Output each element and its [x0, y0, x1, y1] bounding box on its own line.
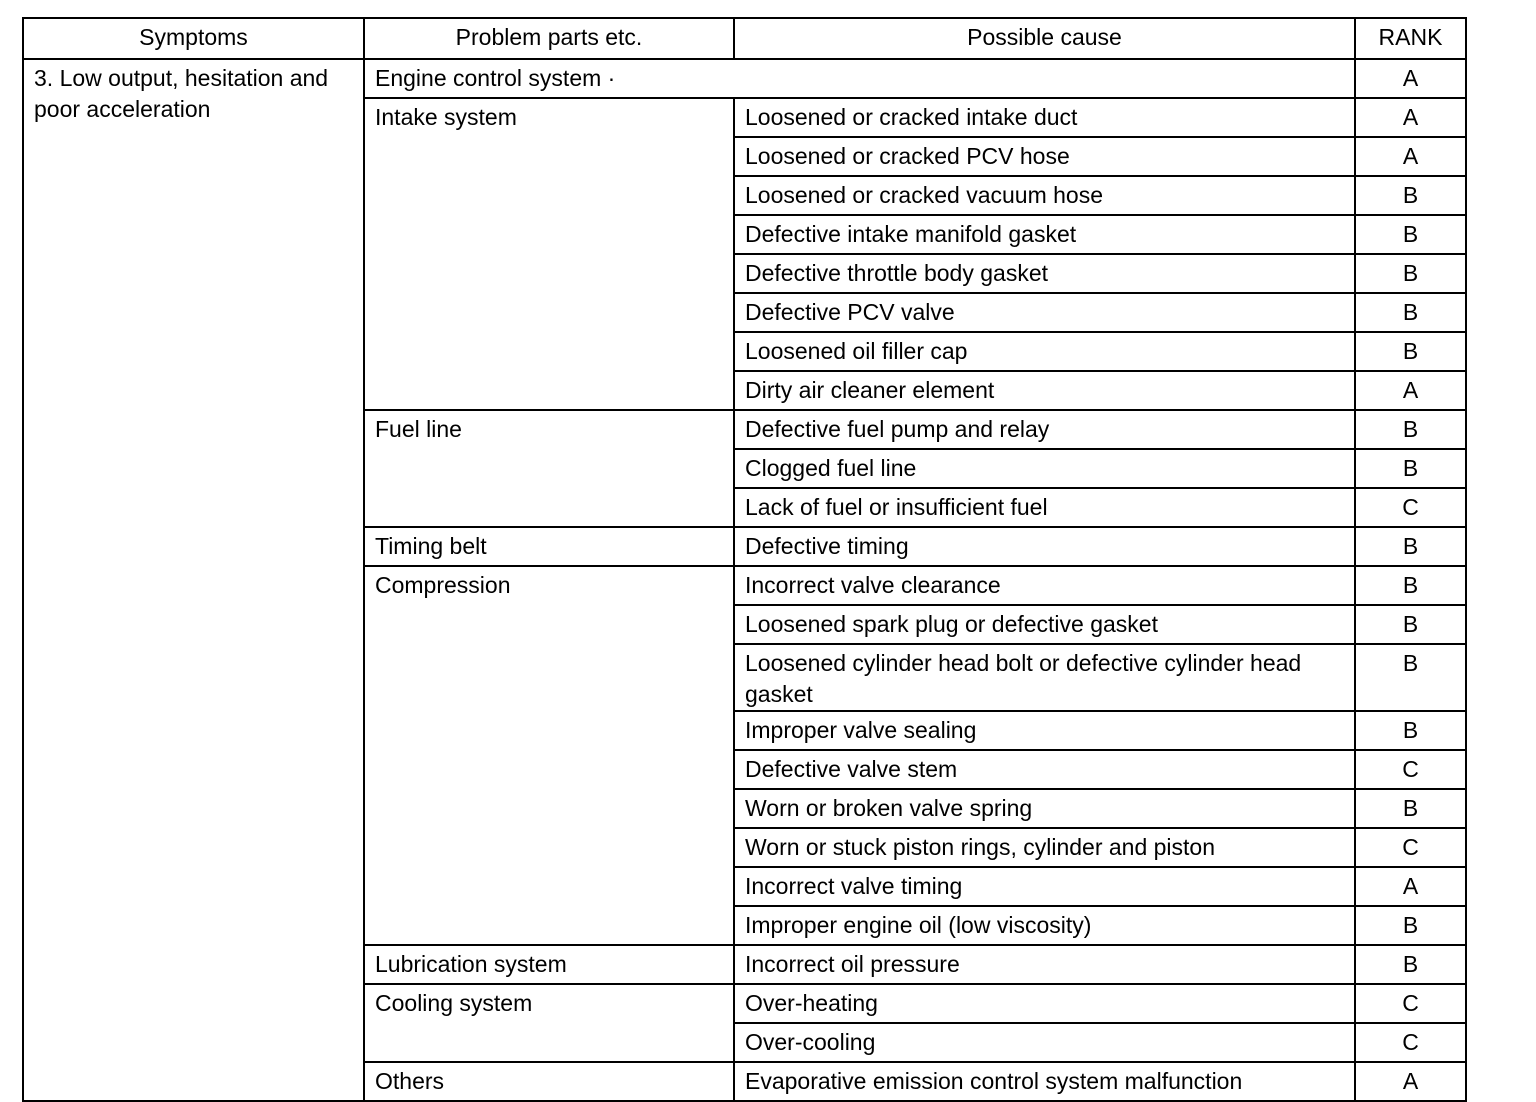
rank-cell: C — [1355, 1023, 1466, 1062]
rank-cell: A — [1355, 59, 1466, 98]
cause-cell: Loosened or cracked vacuum hose — [734, 176, 1355, 215]
rank-cell: C — [1355, 984, 1466, 1023]
cause-cell: Lack of fuel or insufficient fuel — [734, 488, 1355, 527]
problem-part: Lubrication system — [364, 945, 734, 984]
rank-cell: B — [1355, 906, 1466, 945]
rank-cell: B — [1355, 789, 1466, 828]
rank-cell: B — [1355, 449, 1466, 488]
table-row — [23, 59, 1466, 98]
rank-cell: C — [1355, 488, 1466, 527]
cause-cell: Loosened or cracked PCV hose — [734, 137, 1355, 176]
cause-cell: Evaporative emission control system malfunction — [734, 1062, 1355, 1101]
cause-cell: Worn or stuck piston rings, cylinder and piston — [734, 828, 1355, 867]
cause-cell: Clogged fuel line — [734, 449, 1355, 488]
table-body — [23, 59, 1466, 1101]
rank-cell: B — [1355, 945, 1466, 984]
cause-cell: Worn or broken valve spring — [734, 789, 1355, 828]
cause-cell: Defective intake manifold gasket — [734, 215, 1355, 254]
cause-cell: Defective timing — [734, 527, 1355, 566]
header-symptoms: Symptoms — [23, 18, 364, 59]
rank-cell: B — [1355, 644, 1466, 711]
cause-cell: Improper engine oil (low viscosity) — [734, 906, 1355, 945]
cause-cell: Loosened oil filler cap — [734, 332, 1355, 371]
rank-cell: B — [1355, 254, 1466, 293]
cause-cell: Loosened or cracked intake duct — [734, 98, 1355, 137]
rank-cell: A — [1355, 1062, 1466, 1101]
rank-cell: B — [1355, 566, 1466, 605]
rank-cell: A — [1355, 867, 1466, 906]
diagnosis-table — [22, 17, 1467, 1102]
rank-cell: C — [1355, 828, 1466, 867]
cause-cell: Incorrect valve timing — [734, 867, 1355, 906]
cause-cell: Incorrect oil pressure — [734, 945, 1355, 984]
problem-part: Cooling system — [364, 984, 734, 1062]
cause-cell: Improper valve sealing — [734, 711, 1355, 750]
header-row — [23, 18, 1466, 59]
problem-part: Others — [364, 1062, 734, 1101]
rank-cell: A — [1355, 137, 1466, 176]
problem-part: Intake system — [364, 98, 734, 410]
rank-cell: B — [1355, 410, 1466, 449]
problem-part: Engine control system · — [364, 59, 1355, 98]
rank-cell: B — [1355, 332, 1466, 371]
rank-cell: A — [1355, 98, 1466, 137]
rank-cell: B — [1355, 527, 1466, 566]
header-problem-parts: Problem parts etc. — [364, 18, 734, 59]
header-rank: RANK — [1355, 18, 1466, 59]
rank-cell: B — [1355, 176, 1466, 215]
problem-part: Fuel line — [364, 410, 734, 527]
rank-cell: C — [1355, 750, 1466, 789]
cause-cell: Defective fuel pump and relay — [734, 410, 1355, 449]
cause-cell: Defective PCV valve — [734, 293, 1355, 332]
cause-cell: Defective valve stem — [734, 750, 1355, 789]
cause-cell: Loosened cylinder head bolt or defective cylinder head gasket — [734, 644, 1355, 711]
cause-cell: Over-heating — [734, 984, 1355, 1023]
cause-cell: Defective throttle body gasket — [734, 254, 1355, 293]
rank-cell: B — [1355, 293, 1466, 332]
rank-cell: B — [1355, 711, 1466, 750]
cause-cell: Incorrect valve clearance — [734, 566, 1355, 605]
rank-cell: A — [1355, 371, 1466, 410]
rank-cell: B — [1355, 605, 1466, 644]
header-possible-cause: Possible cause — [734, 18, 1355, 59]
problem-part: Timing belt — [364, 527, 734, 566]
problem-part: Compression — [364, 566, 734, 945]
rank-cell: B — [1355, 215, 1466, 254]
cause-cell: Over-cooling — [734, 1023, 1355, 1062]
cause-cell: Dirty air cleaner element — [734, 371, 1355, 410]
symptom-cell: 3. Low output, hesitation and poor acceleration — [23, 59, 364, 1101]
cause-cell: Loosened spark plug or defective gasket — [734, 605, 1355, 644]
